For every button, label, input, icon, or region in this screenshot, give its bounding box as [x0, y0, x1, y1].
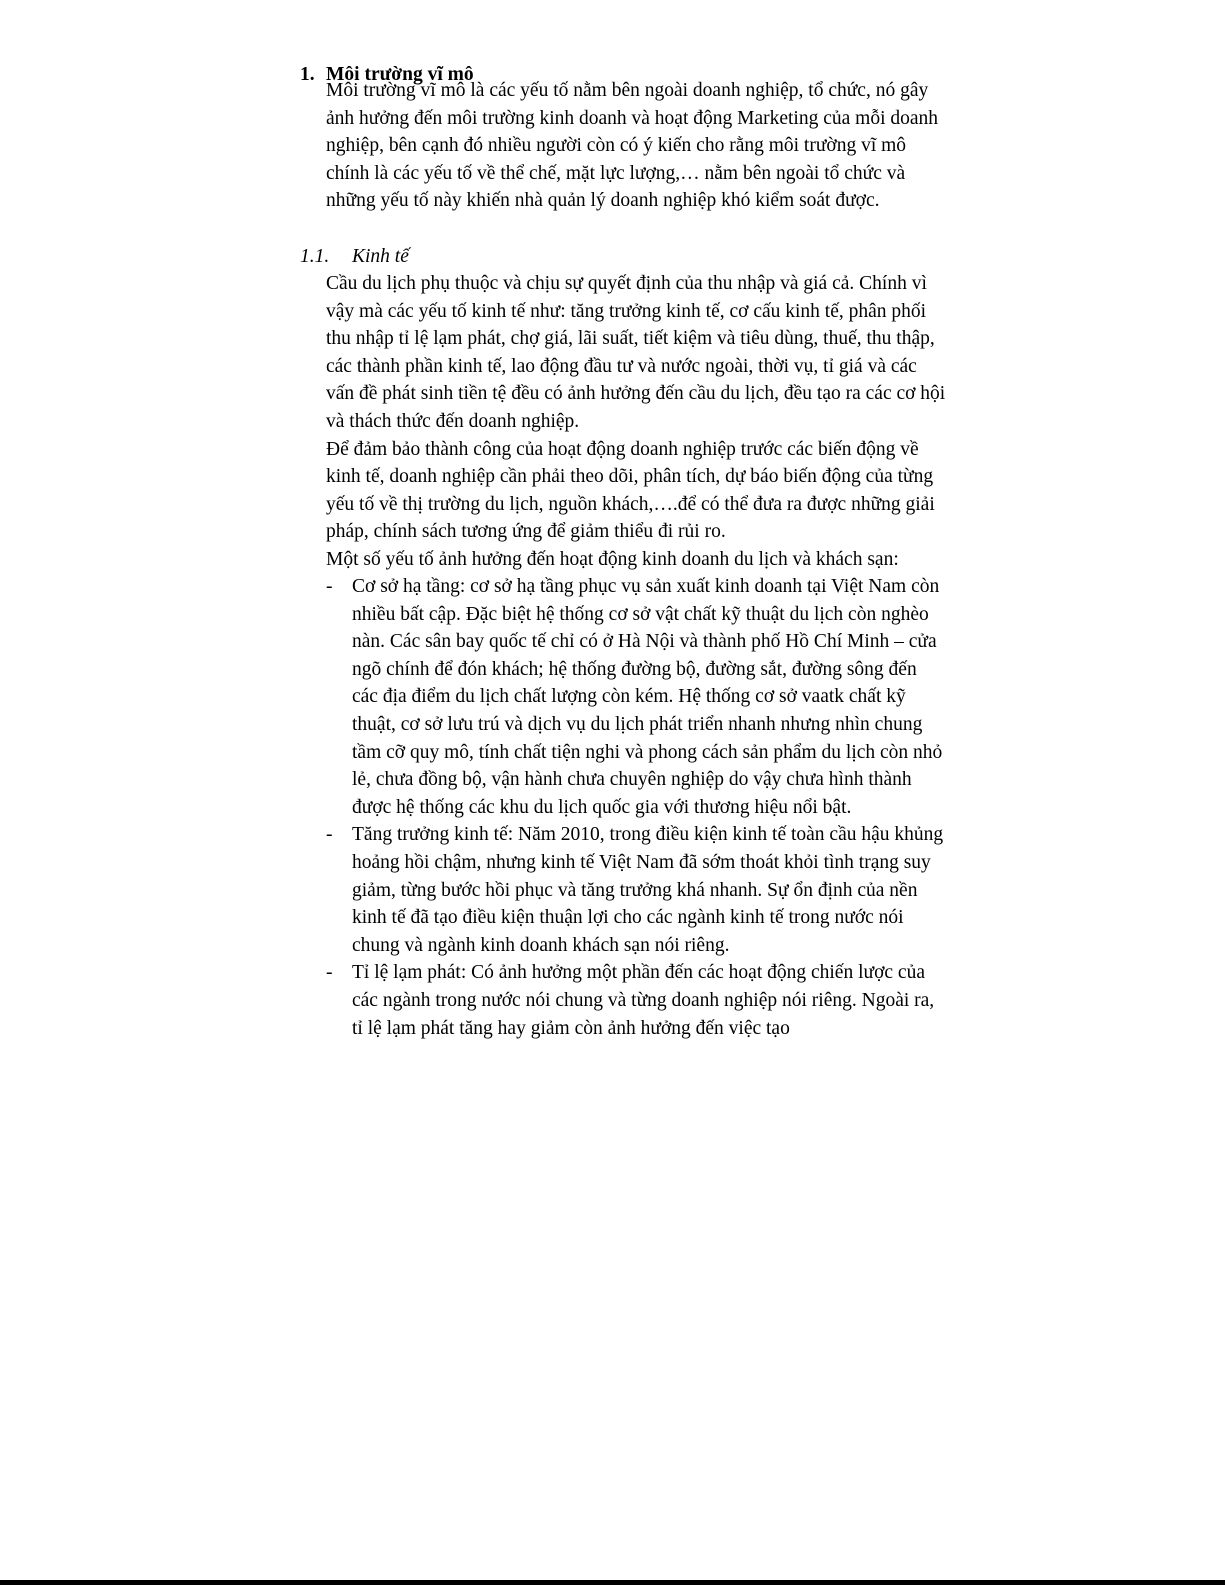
paragraph: Để đảm bảo thành công của hoạt động doanh nghiệp trước các biến động về kinh tế, doanh nghiệp cần phải theo dõi, phân tích, dự báo biến động của từng yếu tố về thị trường du lịch, nguồn khách,….để có thể đưa ra được những giải pháp, chính sách tương ứng để giảm thiểu đi rủi ro.	[326, 438, 935, 543]
bullet-marker: -	[326, 962, 333, 984]
paragraph: Một số yếu tố ảnh hưởng đến hoạt động kinh doanh du lịch và khách sạn:	[326, 548, 899, 570]
section-title: Môi trường vĩ mô	[326, 64, 474, 85]
page-bottom-border	[0, 1580, 1225, 1585]
subsection-title: Kinh tế	[352, 246, 409, 267]
list-item-text: Tỉ lệ lạm phát: Có ảnh hưởng một phần đến các hoạt động chiến lược của các ngành trong nước nói chung và từng doanh nghiệp nói riêng. Ngoài ra, tỉ lệ lạm phát tăng hay giảm còn ảnh hưởng đến việc tạo	[352, 962, 935, 1039]
list-item-text: Tăng trưởng kinh tế: Năm 2010, trong điều kiện kinh tế toàn cầu hậu khủng hoảng hồi chậm, nhưng kinh tế Việt Nam đã sớm thoát khỏi tình trạng suy giảm, từng bước hồi phục và tăng trưởng khá nhanh. Sự ổn định của nền kinh tế đã tạo điều kiện thuận lợi cho các ngành kinh tế trong nước nói chung và ngành kinh doanh khách sạn nói riêng.	[352, 824, 944, 956]
intro-paragraph: Môi trường vĩ mô là các yếu tố nằm bên ngoài doanh nghiệp, tổ chức, nó gây ảnh hưởng đến môi trường kinh doanh và hoạt động Marketing của mỗi doanh nghiệp, bên cạnh đó nhiều người còn có ý kiến cho rằng môi trường vĩ mô chính là các yếu tố về thể chế, mặt lực lượng,… nằm bên ngoài tổ chức và những yếu tố này khiến nhà quản lý doanh nghiệp khó kiểm soát được.	[326, 80, 939, 212]
list-item	[326, 573, 946, 821]
bullet-list	[326, 573, 946, 1042]
subsection-number: 1.1.	[300, 246, 330, 267]
bullet-marker: -	[326, 576, 333, 597]
section-number: 1.	[300, 64, 315, 85]
list-item	[326, 821, 946, 959]
bullet-marker: -	[326, 824, 333, 846]
list-item-text: Cơ sở hạ tầng: cơ sở hạ tầng phục vụ sản xuất kinh doanh tại Việt Nam còn nhiều bất cập. Đặc biệt hệ thống cơ sở vật chất kỹ thuật du lịch còn nghèo nàn. Các sân bay quốc tế chỉ có ở Hà Nội và thành phố Hồ Chí Minh – cửa ngõ chính để đón khách; hệ thống đường bộ, đường sắt, đường sông đến các địa điểm du lịch chất lượng còn kém. Hệ thống cơ sở vaatk chất kỹ thuật, cơ sở lưu trú và dịch vụ du lịch phát triển nhanh nhưng nhìn chung tầm cỡ quy mô, tính chất tiện nghi và phong cách sản phẩm du lịch còn nhỏ lẻ, chưa đồng bộ, vận hành chưa chuyên nghiệp do vậy chưa hình thành được hệ thống các khu du lịch quốc gia với thương hiệu nổi bật.	[352, 576, 943, 818]
subsection-body	[326, 270, 946, 574]
paragraph: Cầu du lịch phụ thuộc và chịu sự quyết định của thu nhập và giá cả. Chính vì vậy mà các yếu tố kinh tế như: tăng trưởng kinh tế, cơ cấu kinh tế, phân phối thu nhập tỉ lệ lạm phát, chợ giá, lãi suất, tiết kiệm và tiêu dùng, thuế, thu thập, các thành phần kinh tế, lao động đầu tư và nước ngoài, thời vụ, tỉ giá và các vấn đề phát sinh tiền tệ đều có ảnh hưởng đến cầu du lịch, đều tạo ra các cơ hội và thách thức đến doanh nghiệp.	[326, 273, 946, 432]
subsection-heading	[300, 243, 409, 271]
list-item	[326, 959, 946, 1042]
